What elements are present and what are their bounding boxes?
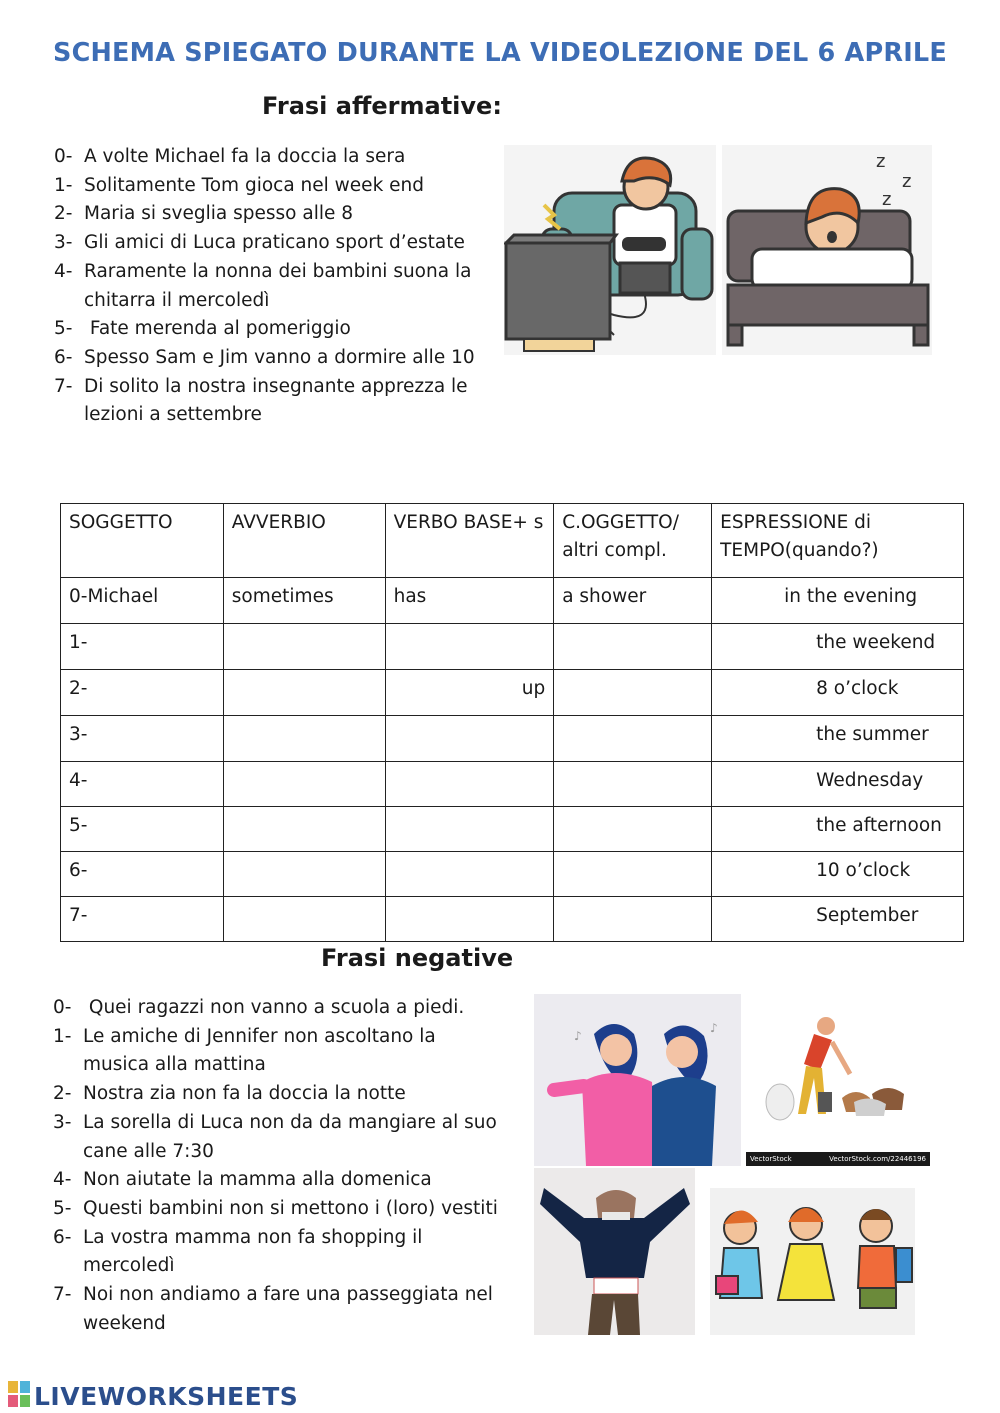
table-row: 4- Wednesday (61, 762, 964, 807)
table-row: 5- the afternoon (61, 807, 964, 852)
svg-text:♪: ♪ (710, 1021, 718, 1035)
table-header-row (61, 504, 964, 578)
list-item: 5- Fate merenda al pomeriggio (54, 318, 351, 340)
girls-music-illustration (534, 994, 741, 1166)
grammar-table (60, 503, 964, 942)
list-item: 4- Raramente la nonna dei bambini suona la (54, 260, 472, 282)
list-item: 5- Questi bambini non si mettono i (loro) vestiti (53, 1197, 498, 1219)
list-item: 2- Nostra zia non fa la doccia la notte (53, 1083, 406, 1105)
list-item: 1- Le amiche di Jennifer non ascoltano la (53, 1025, 436, 1047)
dogs-feeding-illustration (746, 994, 930, 1166)
page-title: SCHEMA SPIEGATO DURANTE LA VIDEOLEZIONE DEL 6 APRILE (53, 38, 947, 68)
header-cell: AVVERBIO (223, 504, 385, 578)
affirmative-list (54, 143, 499, 430)
svg-text:z: z (876, 151, 886, 172)
header-cell: VERBO BASE+ s (385, 504, 554, 578)
svg-text:♪: ♪ (574, 1029, 582, 1043)
svg-text:z: z (882, 189, 892, 210)
list-item: lezioni a settembre (84, 404, 262, 426)
sleeping-illustration (722, 145, 932, 355)
header-cell: ESPRESSIONE di TEMPO(quando?) (712, 504, 964, 578)
table-row: 1- the weekend (61, 624, 964, 670)
affirmative-heading: Frasi affermative: (262, 92, 502, 120)
list-item: 6- La vostra mamma non fa shopping il (53, 1226, 423, 1248)
negative-heading: Frasi negative (321, 944, 514, 972)
liveworksheets-logo[interactable] (8, 1381, 298, 1412)
header-cell: C.OGGETTO/ altri compl. (554, 504, 712, 578)
list-item: 6- Spesso Sam e Jim vanno a dormire alle 10 (54, 346, 475, 368)
list-item: 7- Di solito la nostra insegnante apprezza le (54, 375, 468, 397)
list-item: weekend (83, 1312, 166, 1334)
header-cell: SOGGETTO (61, 504, 224, 578)
school-children-illustration (710, 1188, 915, 1335)
list-item: musica alla mattina (83, 1054, 266, 1076)
list-item: cane alle 7:30 (83, 1140, 214, 1162)
list-item: 1- Solitamente Tom gioca nel week end (54, 174, 425, 196)
list-item: 3- Gli amici di Luca praticano sport d’estate (54, 232, 465, 254)
negative-list (53, 994, 523, 1338)
boy-dressing-illustration (534, 1168, 695, 1335)
dog-image-caption-bar: VectorStock VectorStock.com/22446196 (746, 1152, 930, 1166)
list-item: 4- Non aiutate la mamma alla domenica (53, 1169, 432, 1191)
table-row: 0-Michael sometimes has a shower in the evening (61, 578, 964, 624)
list-item: 0- Quei ragazzi non vanno a scuola a piedi. (53, 997, 465, 1018)
table-row: 3- the summer (61, 716, 964, 762)
list-item: 0- A volte Michael fa la doccia la sera (54, 146, 406, 167)
table-row: 7- September (61, 897, 964, 942)
table-row: 6- 10 o’clock (61, 852, 964, 897)
table-row: 2- up 8 o’clock (61, 670, 964, 716)
list-item: 3- La sorella di Luca non da da mangiare al suo (53, 1111, 497, 1133)
list-item: 7- Noi non andiamo a fare una passeggiata nel (53, 1284, 493, 1306)
gamer-illustration (504, 145, 716, 355)
list-item: chitarra il mercoledì (84, 289, 270, 311)
list-item: mercoledì (83, 1255, 175, 1277)
logo-icon (8, 1381, 30, 1412)
svg-text:z: z (902, 171, 912, 192)
logo-text: LIVEWORKSHEETS (34, 1382, 299, 1411)
list-item: 2- Maria si sveglia spesso alle 8 (54, 203, 354, 225)
